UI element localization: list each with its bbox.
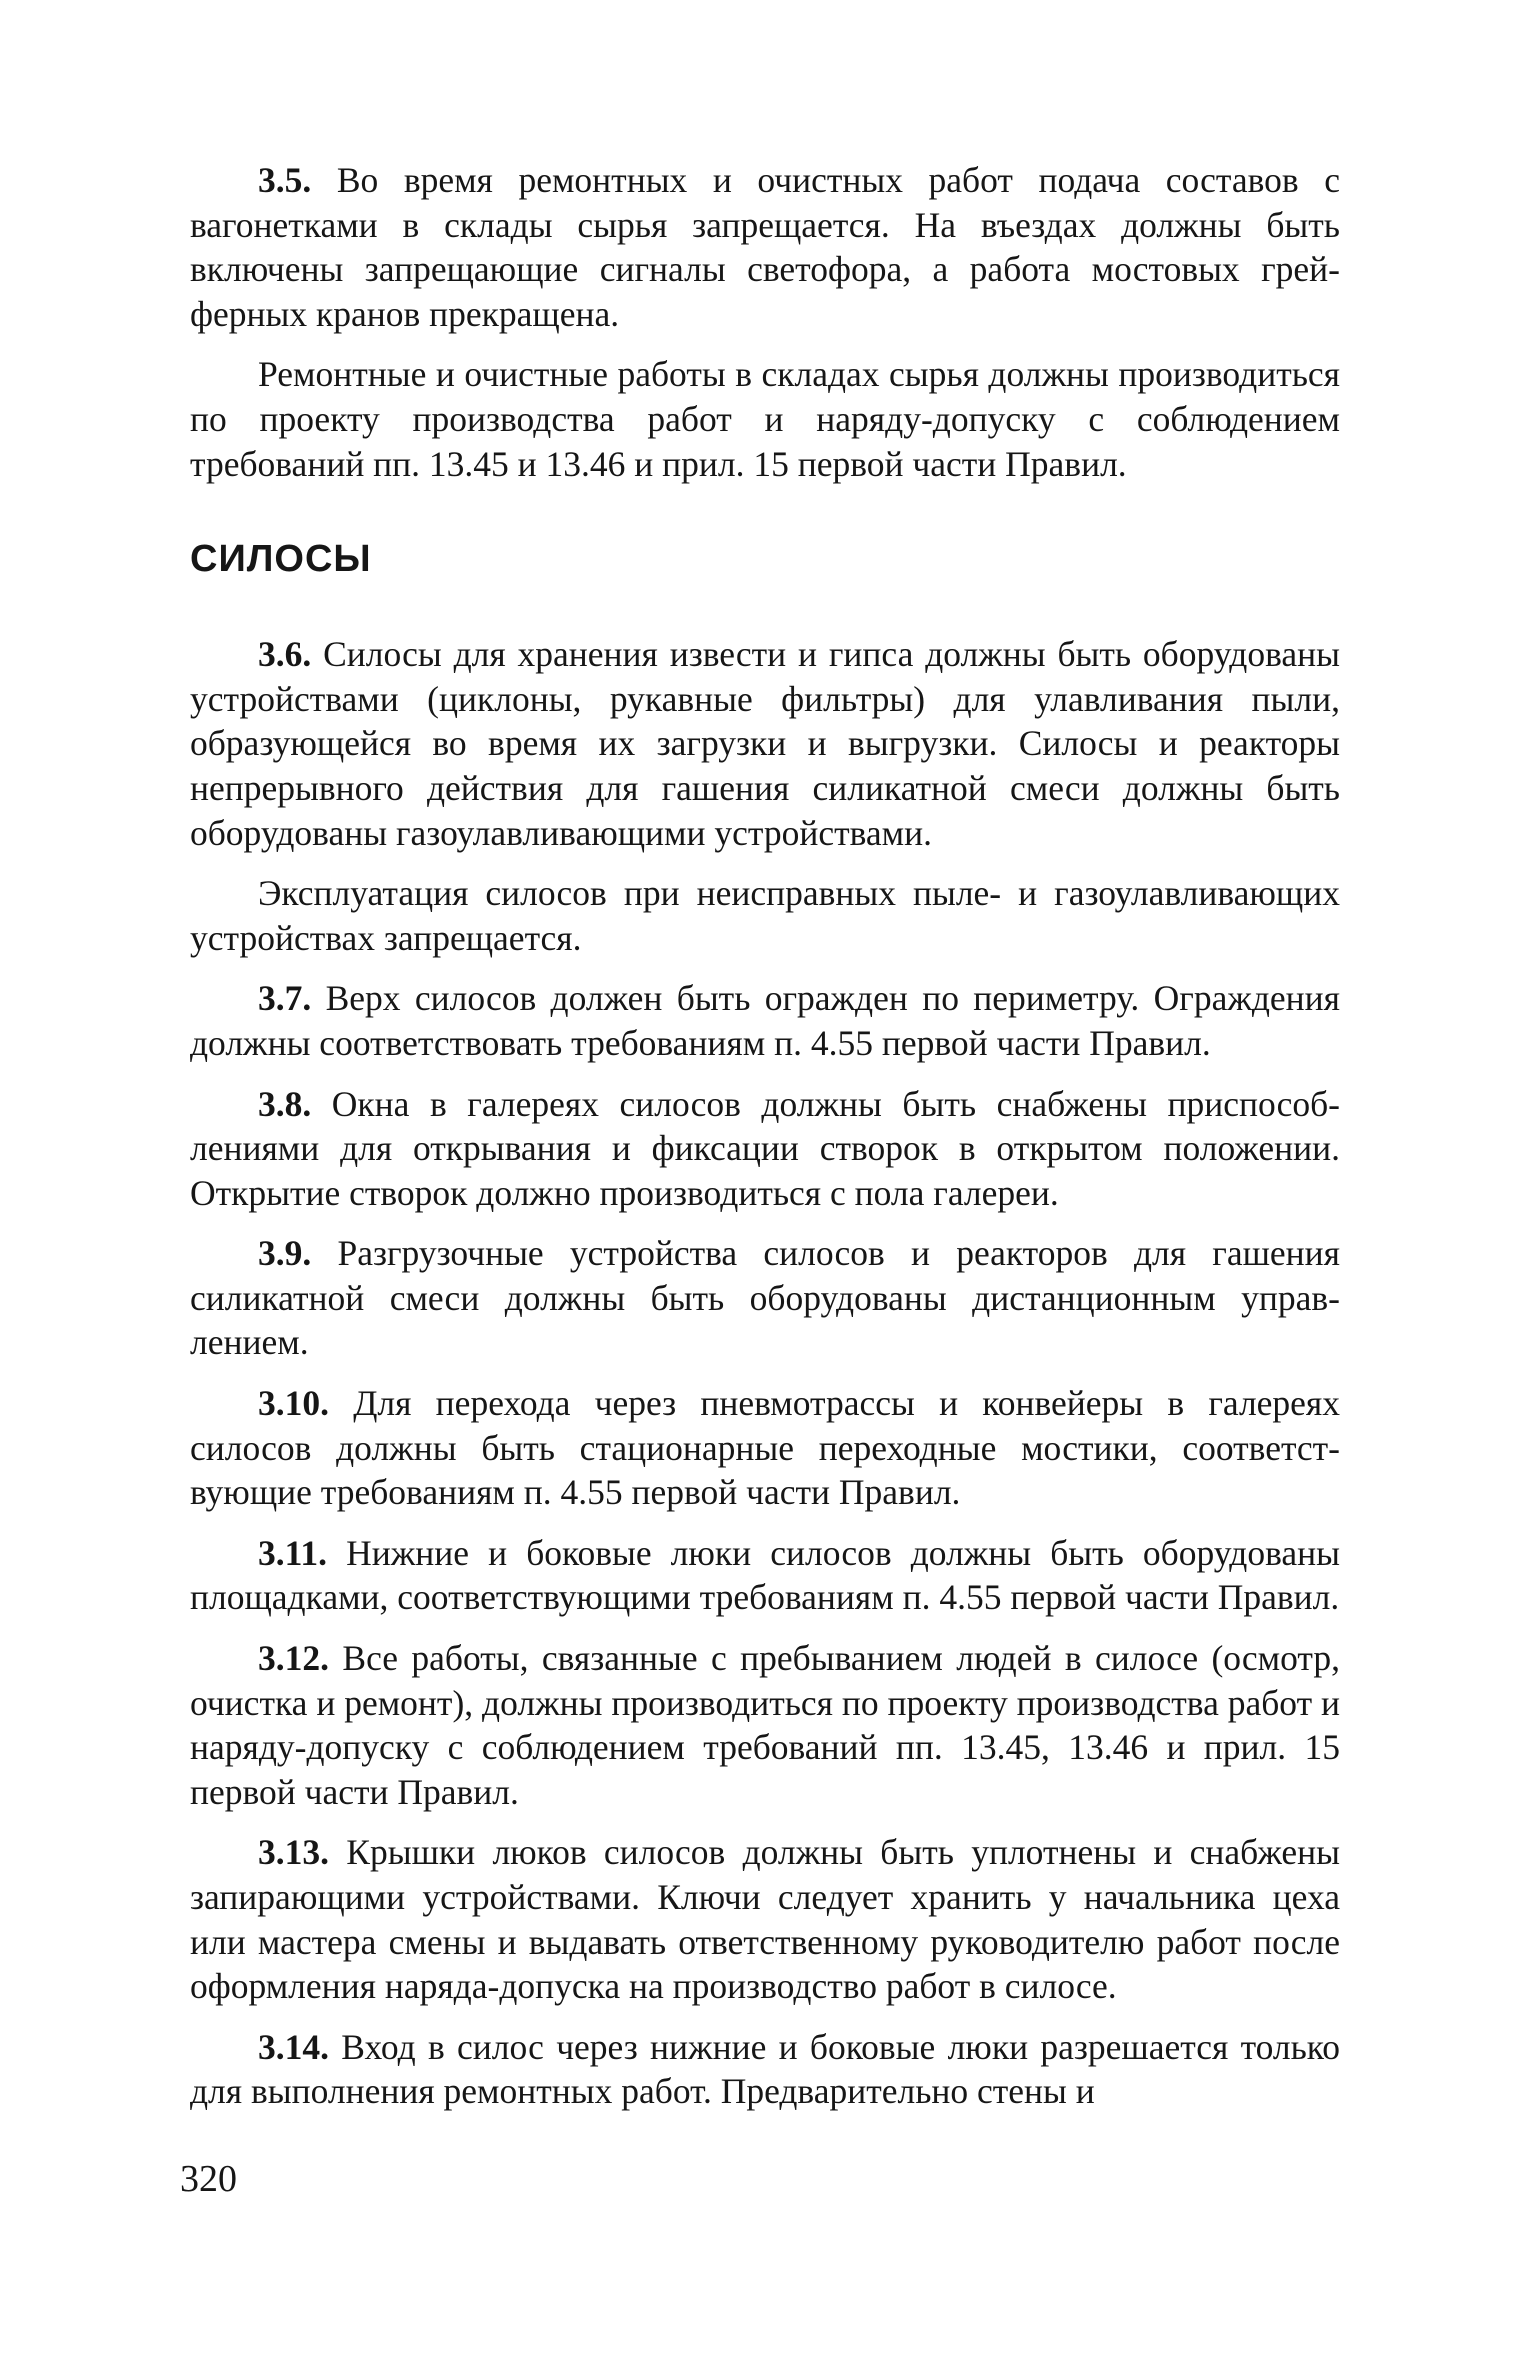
paragraph-text: Разгрузочные устройства силосов и реакторов для гашения силикатной смеси должны быть оборудованы дистанционным управлением.: [190, 1233, 1340, 1363]
paragraph-text: Ремонтные и очистные работы в складах сырья должны производиться по проекту производства работ и наряду-допуску с соблюдением требований пп. 13.45 и 13.46 и прил. 15 первой части Правил.: [190, 354, 1340, 484]
clause-number: 3.14.: [258, 2026, 329, 2067]
section-heading: СИЛОСЫ: [190, 538, 372, 581]
paragraph-3-11: [190, 1531, 1340, 1620]
clause-number: 3.9.: [258, 1233, 312, 1274]
clause-number: 3.12.: [258, 1638, 329, 1679]
paragraph-3-7: [190, 976, 1340, 1065]
paragraph-3-14: [190, 2025, 1340, 2114]
clause-number: 3.10.: [258, 1383, 329, 1424]
paragraph-3-5-continued: [190, 352, 1340, 486]
paragraph-text: Силосы для хранения извести и гипса должны быть оборудованы устройствами (циклоны, рукавные фильтры) для улавливания пыли, образующейся во время их загрузки и выгрузки. Силосы и реакторы непрерывного действия для гашения силикатной смеси должны быть оборудованы газоулавливающими устройствами.: [190, 634, 1341, 853]
clause-number: 3.5.: [258, 160, 312, 200]
paragraph-3-5: [190, 158, 1340, 336]
paragraph-text: Все работы, связанные с пребыванием людей в силосе (осмотр, очистка и ремонт), должны производиться по проекту производства работ и наряду-допуску с соблюдением требований пп. 13.45, 13.46 и прил. 15 первой части Правил.: [190, 1638, 1340, 1812]
paragraph-text: Эксплуатация силосов при неисправных пыле- и газоулавливающих устройствах запрещается.: [190, 873, 1340, 958]
clause-number: 3.6.: [258, 634, 312, 675]
page-number: 320: [180, 2158, 237, 2200]
paragraph-text: Вход в силос через нижние и боковые люки разрешается только для выполнения ремонтных работ. Предварительно стены и: [190, 2026, 1340, 2112]
paragraph-3-12: [190, 1636, 1340, 1814]
paragraph-text: Окна в галереях силосов должны быть снабжены приспособлениями для открывания и фиксации створок в открытом положении. Открытие створок должно производиться с пола галереи.: [190, 1083, 1340, 1213]
page-body: [190, 158, 1340, 2114]
paragraph-3-8: [190, 1082, 1340, 1216]
clause-number: 3.7.: [258, 978, 312, 1019]
paragraph-3-13: [190, 1830, 1340, 2008]
clause-number: 3.8.: [258, 1083, 312, 1124]
paragraph-3-9: [190, 1231, 1340, 1365]
paragraph-text: Во время ремонтных и очистных работ подача составов с вагонетками в склады сырья запрещается. На въездах должны быть включены запрещающие сигналы светофора, а работа мостовых грейферных кранов прекращена.: [190, 160, 1340, 334]
paragraph-text: Крышки люков силосов должны быть уплотнены и снабжены запирающими устройствами. Ключи следует хранить у начальника цеха или мастера смены и выдавать ответственному руководителю работ после оформления наряда-допуска на производство работ в силосе.: [190, 1832, 1341, 2007]
paragraph-3-6-continued: [190, 871, 1340, 960]
paragraph-3-10: [190, 1381, 1340, 1515]
paragraph-3-6: [190, 632, 1340, 855]
clause-number: 3.11.: [258, 1532, 328, 1573]
paragraph-text: Для перехода через пневмотрассы и конвейеры в галереях силосов должны быть стационарные переходные мостики, соответствующие требованиям п. 4.55 первой части Правил.: [190, 1383, 1341, 1513]
clause-number: 3.13.: [258, 1832, 329, 1873]
paragraph-text: Нижние и боковые люки силосов должны быть оборудованы площадками, соответствующими требованиям п. 4.55 первой части Правил.: [190, 1532, 1340, 1618]
paragraph-text: Верх силосов должен быть огражден по периметру. Ограждения должны соответствовать требованиям п. 4.55 первой части Правил.: [190, 978, 1341, 1063]
